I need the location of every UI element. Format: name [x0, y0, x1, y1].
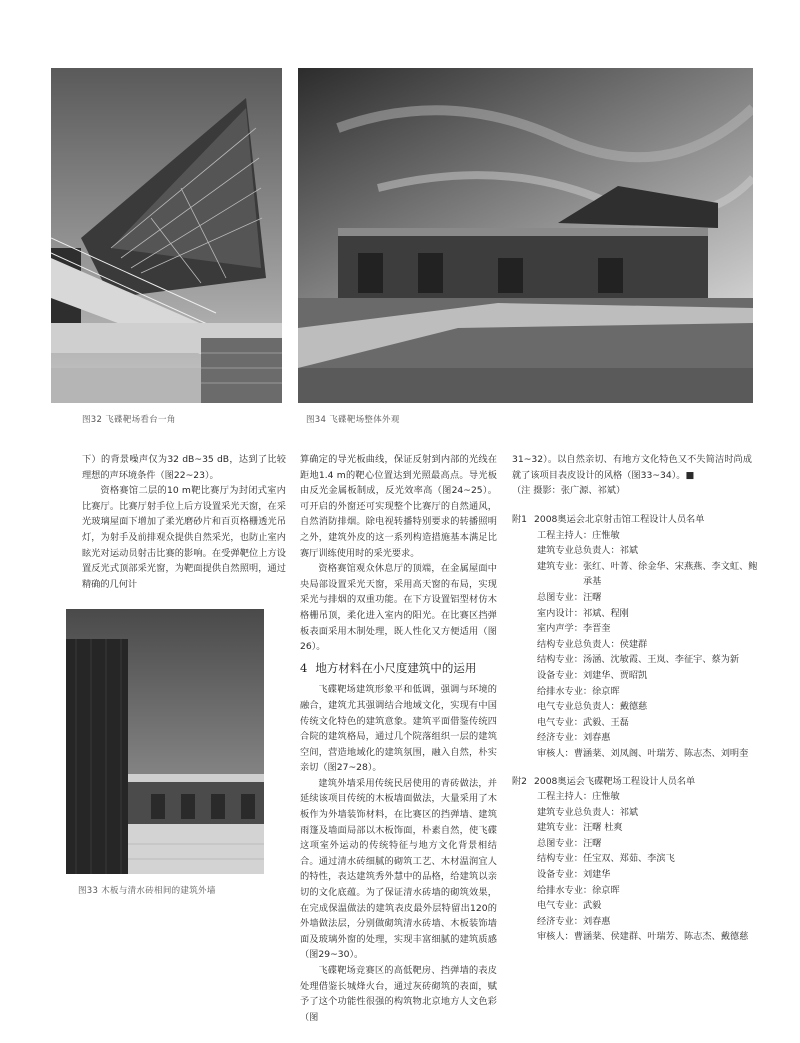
section-title: 地方材料在小尺度建筑中的运用	[315, 660, 477, 675]
credit-role: 建筑专业：	[537, 822, 583, 834]
credit-row	[512, 684, 762, 700]
credit-row	[512, 715, 762, 731]
text-column-3	[512, 452, 752, 499]
credit-names: 庄惟敏	[592, 529, 620, 541]
section-number: 4	[300, 660, 308, 675]
photo-facade-wood-brick	[66, 609, 264, 874]
credit-names: 汪曙	[582, 837, 602, 849]
credit-row	[512, 820, 762, 836]
credit-role: 室内设计：	[537, 607, 583, 619]
credit-title: 2008奥运会北京射击馆工程设计人员名单	[534, 514, 705, 525]
credit-row	[512, 746, 762, 762]
credit-names: 侯建群	[619, 638, 648, 650]
credit-tag: 附1	[512, 514, 528, 525]
credit-role: 经济专业：	[537, 915, 583, 927]
paragraph: 31~32）。以自然亲切、有地方文化特色又不失简洁时尚成就了该项目表皮设计的风格（图33~34）。■	[512, 454, 752, 481]
credit-role: 工程主持人：	[537, 791, 593, 803]
credit-role: 结构专业：	[537, 853, 583, 865]
credit-group-heading	[512, 774, 762, 790]
credit-row	[512, 606, 762, 622]
credit-role: 审核人：	[537, 747, 574, 759]
credit-role: 总图专业：	[537, 837, 583, 849]
photo-overall-exterior	[298, 68, 753, 403]
credit-role: 建筑专业：	[537, 560, 583, 572]
credit-names: 武毅	[582, 900, 602, 912]
credit-names: 庄惟敏	[592, 791, 620, 803]
credit-role: 给排水专业：	[537, 685, 593, 697]
credit-names: 武毅、王磊	[582, 716, 629, 728]
credit-role: 经济专业：	[537, 732, 583, 744]
text-column-1	[82, 452, 286, 592]
paragraph: 飞碟靶场建筑形象平和低调，强调与环境的融合，建筑尤其强调结合地域文化，实现有中国传统文化特色的建筑意象。建筑平面借鉴传统四合院的建筑格局，通过几个院落组织一层的建筑空间，营造地域化的建筑氛围，融入自然，朴实亲切（图27~28）。	[300, 684, 497, 774]
credit-row	[512, 730, 762, 746]
paragraph: 算确定的导光板曲线，保证反射到内部的光线在距地1.4 m的靶心位置达到光照最高点。导光板由反光金属板制成，反光效率高（图24~25）。可开启的外窗还可实现整个比赛厅的自然通风，自然消防排烟。除电视转播特别要求的转播照明之外，建筑外皮的这一系列构造措施基本满足比赛厅训练使用时的采光要求。	[300, 454, 497, 559]
credit-role: 结构专业：	[537, 654, 583, 666]
credit-row	[512, 621, 762, 637]
credit-names: 汤涵、沈敏霞、王岚、李征宇、蔡为新	[582, 654, 740, 666]
design-team-credits	[512, 512, 762, 957]
credit-row	[512, 559, 762, 590]
credit-tag: 附2	[512, 775, 528, 787]
credit-role: 电气专业：	[537, 900, 583, 912]
credit-role: 设备专业：	[537, 669, 583, 681]
paragraph: 下）的背景噪声仅为32 dB~35 dB，达到了比较理想的声环境条件（图22~23）。	[82, 454, 286, 481]
credit-role: 结构专业总负责人：	[537, 638, 620, 650]
credit-names: 戴德慈	[619, 701, 648, 713]
credit-role: 总图专业：	[537, 591, 583, 603]
credit-role: 审核人：	[537, 931, 574, 943]
credit-row	[512, 851, 762, 867]
credit-names: 祁斌、程刚	[582, 607, 629, 619]
credit-role: 室内声学：	[537, 623, 583, 635]
credit-names: 曹涵棻、刘凤阁、叶瑞芳、陈志杰、刘明奎	[573, 747, 749, 759]
credit-names: 刘春惠	[582, 915, 611, 927]
paragraph: 资格赛馆观众休息厅的顶端，在金属屋面中央局部设置采光天窗，采用高天窗的布局，实现采光与排烟的双重功能。在下方设置铝型材仿木格栅吊顶，柔化进入室内的阳光。在比赛区挡弹板表面采用木制处理，既人性化又方便适用（图26）。	[300, 563, 497, 653]
photo-grandstand-corner	[51, 68, 282, 403]
paragraph: 飞碟靶场竞赛区的高低靶房、挡弹墙的表皮处理借鉴长城烽火台，通过灰砖砌筑的表面，赋予了这个功能性很强的构筑物北京地方人文色彩（图	[300, 965, 497, 1023]
credit-names: 刘建华	[582, 869, 611, 881]
credit-role: 工程主持人：	[537, 529, 593, 541]
credit-row	[512, 668, 762, 684]
credit-group-1	[512, 512, 762, 762]
credit-names: 汪曙 杜爽	[582, 822, 623, 834]
photo-credit: （注 摄影：张广源、祁斌）	[512, 485, 626, 497]
credit-names: 刘春惠	[582, 732, 611, 744]
credit-row	[512, 805, 762, 821]
credit-role: 建筑专业总负责人：	[537, 806, 620, 818]
credit-row	[512, 914, 762, 930]
credit-row	[512, 637, 762, 653]
credit-row	[512, 789, 762, 805]
credit-row	[512, 836, 762, 852]
credit-title: 2008奥运会飞碟靶场工程设计人员名单	[534, 775, 696, 787]
figure-caption: 图34 飞碟靶场整体外观	[306, 415, 400, 425]
paragraph: 资格赛馆二层的10 m靶比赛厅为封闭式室内比赛厅。比赛厅射手位上后方设置采光天窗，在采光玻璃屋面下增加了柔光磨砂片和百页格栅透光吊灯，为射手及前排观众提供自然采光，也防止室内眩光对运动员射击比赛的影响。在受弹靶位上方设置反光式顶部采光窗，为靶面提供自然照明，通过精确的几何计	[82, 485, 286, 590]
credit-names: 张红、叶菁、徐金华、宋燕燕、李文虹、鲍承基	[582, 560, 758, 588]
credit-role: 电气专业：	[537, 716, 583, 728]
credit-names: 祁斌	[619, 806, 639, 818]
credit-row	[512, 867, 762, 883]
credit-row	[512, 883, 762, 899]
text-column-2	[300, 452, 497, 1025]
section-heading	[300, 661, 497, 677]
credit-names: 徐京晖	[592, 884, 620, 896]
credit-group-2	[512, 774, 762, 946]
credit-row	[512, 652, 762, 668]
credit-role: 建筑专业总负责人：	[537, 545, 620, 557]
credit-names: 祁斌	[619, 545, 639, 557]
figure-caption: 图32 飞碟靶场看台一角	[82, 415, 176, 425]
credit-row	[512, 699, 762, 715]
credit-row	[512, 528, 762, 544]
credit-role: 电气专业总负责人：	[537, 701, 620, 713]
figure-caption: 图33 木板与清水砖相间的建筑外墙	[78, 886, 216, 896]
credit-row	[512, 590, 762, 606]
credit-names: 任宝双、郑茹、李滨飞	[582, 853, 675, 865]
paragraph: 建筑外墙采用传统民居使用的青砖做法，并延续该项目传统的木板墙面做法，大量采用了木板作为外墙装饰材料，在比赛区的挡弹墙、建筑雨篷及墙面局部以木板饰面，朴素自然，使飞碟这项室外运动的传统特征与地方文化背景相结合。通过清水砖细腻的砌筑工艺、木材温润宜人的特性，表达建筑秀外慧中的品格，给建筑以亲切的文化底蕴。为了保证清水砖墙的砌筑效果，在完成保温做法的建筑表皮最外层特留出120的外墙做法层，分别做砌筑清水砖墙、木板装饰墙面及玻璃外窗的处理，实现丰富细腻的建筑质感（图29~30）。	[300, 777, 497, 961]
credit-group-heading	[512, 512, 762, 528]
credit-names: 曹涵棻、侯建群、叶瑞芳、陈志杰、戴德慈	[573, 931, 749, 943]
credit-names: 李晋奎	[582, 623, 611, 635]
credit-role: 给排水专业：	[537, 884, 593, 896]
credit-names: 汪曙	[582, 591, 602, 603]
credit-names: 徐京晖	[592, 685, 620, 697]
credit-row	[512, 929, 762, 945]
credit-role: 设备专业：	[537, 869, 583, 881]
credit-row	[512, 543, 762, 559]
credit-names: 刘建华、贾昭凯	[582, 669, 648, 681]
credit-row	[512, 898, 762, 914]
